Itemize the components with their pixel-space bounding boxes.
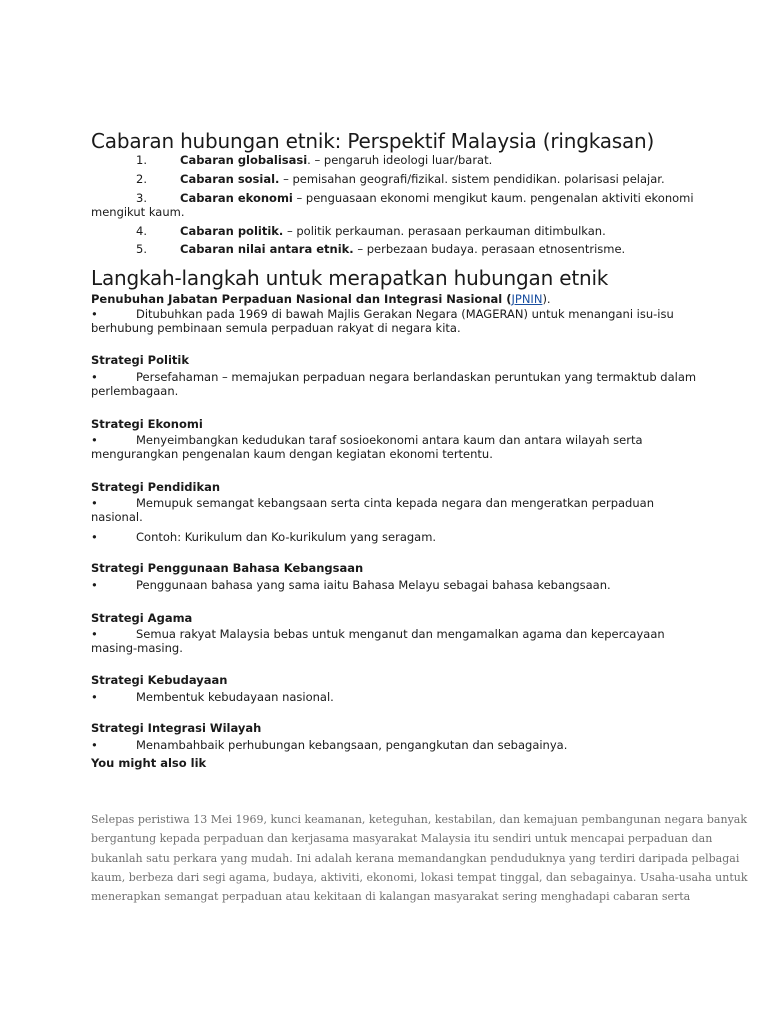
strategy-heading: Strategi Politik <box>91 353 189 367</box>
list-item-text: – perbezaan budaya. perasaan etnosentrisme. <box>353 242 626 256</box>
list-item-label: Cabaran globalisasi <box>180 153 308 167</box>
preview-line: kaum, berbeza dari segi agama, budaya, aktiviti, ekonomi, lokasi tempat tinggal, dan sebagainya. Usaha-usaha untuk <box>91 870 748 884</box>
bullet-icon: • <box>91 738 98 752</box>
strategy-heading: Strategi Pendidikan <box>91 480 221 494</box>
preview-line: bergantung kepada perpaduan dan kerjasama masyarakat Malaysia itu sendiri untuk mencapai perpaduan dan <box>91 832 713 846</box>
jpnin-link[interactable]: JPNIN <box>511 292 543 306</box>
intro-bold: Penubuhan Jabatan Perpaduan Nasional dan Integrasi Nasional ( <box>91 292 512 306</box>
strategy-heading: Strategi Kebudayaan <box>91 673 228 687</box>
list-item <box>180 242 625 257</box>
preview-line: menerapkan semangat perpaduan atau kekitaan di kalangan masyarakat sering menghadapi cabaran serta <box>91 890 691 904</box>
bullet-text: Menyeimbangkan kedudukan taraf sosioekonomi antara kaum dan antara wilayah serta <box>136 433 643 447</box>
bullet-icon: • <box>91 307 98 321</box>
bullet-icon: • <box>91 530 98 544</box>
bullet-text-continuation: masing-masing. <box>91 641 183 655</box>
bullet-icon: • <box>91 496 98 510</box>
bullet-text: Semua rakyat Malaysia bebas untuk menganut dan mengamalkan agama dan kepercayaan <box>136 627 665 641</box>
list-item-text: – politik perkauman. perasaan perkauman ditimbulkan. <box>283 224 606 238</box>
list-item-label: Cabaran ekonomi <box>180 191 293 205</box>
list-item-continuation: mengikut kaum. <box>91 205 185 219</box>
list-item <box>180 172 665 187</box>
intro-line <box>91 292 551 307</box>
bullet-text: Memupuk semangat kebangsaan serta cinta kepada negara dan mengeratkan perpaduan <box>136 496 654 510</box>
list-number: 1. <box>136 153 147 167</box>
list-number: 4. <box>136 224 147 238</box>
bullet-icon: • <box>91 578 98 592</box>
bullet-text: Penggunaan bahasa yang sama iaitu Bahasa Melayu sebagai bahasa kebangsaan. <box>136 578 611 592</box>
section1-title: Cabaran hubungan etnik: Perspektif Malaysia (ringkasan) <box>91 129 655 153</box>
bullet-text-continuation: mengurangkan pengenalan kaum dengan kegiatan ekonomi tertentu. <box>91 447 493 461</box>
bullet-text: Ditubuhkan pada 1969 di bawah Majlis Gerakan Negara (MAGERAN) untuk menangani isu-isu <box>136 307 674 321</box>
list-item-text: – pemisahan geografi/fizikal. sistem pendidikan. polarisasi pelajar. <box>279 172 665 186</box>
list-item-label: Cabaran sosial. <box>180 172 280 186</box>
bullet-text: Membentuk kebudayaan nasional. <box>136 690 334 704</box>
list-item-label: Cabaran politik. <box>180 224 284 238</box>
bullet-icon: • <box>91 690 98 704</box>
bullet-text: Menambahbaik perhubungan kebangsaan, pengangkutan dan sebagainya. <box>136 738 568 752</box>
list-number: 5. <box>136 242 147 256</box>
list-number: 2. <box>136 172 147 186</box>
list-item <box>180 153 492 168</box>
list-item <box>180 191 694 206</box>
bullet-text-continuation: nasional. <box>91 510 143 524</box>
list-number: 3. <box>136 191 147 205</box>
bullet-text-continuation: berhubung pembinaan semula perpaduan rakyat di negara kita. <box>91 321 461 335</box>
list-item <box>180 224 606 239</box>
list-item-text: – penguasaan ekonomi mengikut kaum. pengenalan aktiviti ekonomi <box>292 191 694 205</box>
strategy-heading: Strategi Penggunaan Bahasa Kebangsaan <box>91 561 364 575</box>
strategy-heading: Strategi Agama <box>91 611 193 625</box>
related-heading: You might also lik <box>91 756 207 770</box>
intro-end: ). <box>542 292 551 306</box>
strategy-heading: Strategi Integrasi Wilayah <box>91 721 262 735</box>
list-item-label: Cabaran nilai antara etnik. <box>180 242 354 256</box>
list-item-text: . – pengaruh ideologi luar/barat. <box>307 153 493 167</box>
preview-line: Selepas peristiwa 13 Mei 1969, kunci keamanan, keteguhan, kestabilan, dan kemajuan pembangunan negara banyak <box>91 813 748 826</box>
bullet-icon: • <box>91 370 98 384</box>
section2-title: Langkah-langkah untuk merapatkan hubungan etnik <box>91 266 609 290</box>
preview-paragraph[interactable] <box>91 810 748 906</box>
bullet-text: Persefahaman – memajukan perpaduan negara berlandaskan peruntukan yang termaktub dalam <box>136 370 697 384</box>
bullet-icon: • <box>91 433 98 447</box>
bullet-text: Contoh: Kurikulum dan Ko-kurikulum yang seragam. <box>136 530 437 544</box>
bullet-text-continuation: perlembagaan. <box>91 384 179 398</box>
strategy-heading: Strategi Ekonomi <box>91 417 203 431</box>
bullet-icon: • <box>91 627 98 641</box>
preview-line: bukanlah satu perkara yang mudah. Ini adalah kerana memandangkan penduduknya yang terdiri daripada pelbagai <box>91 851 740 865</box>
